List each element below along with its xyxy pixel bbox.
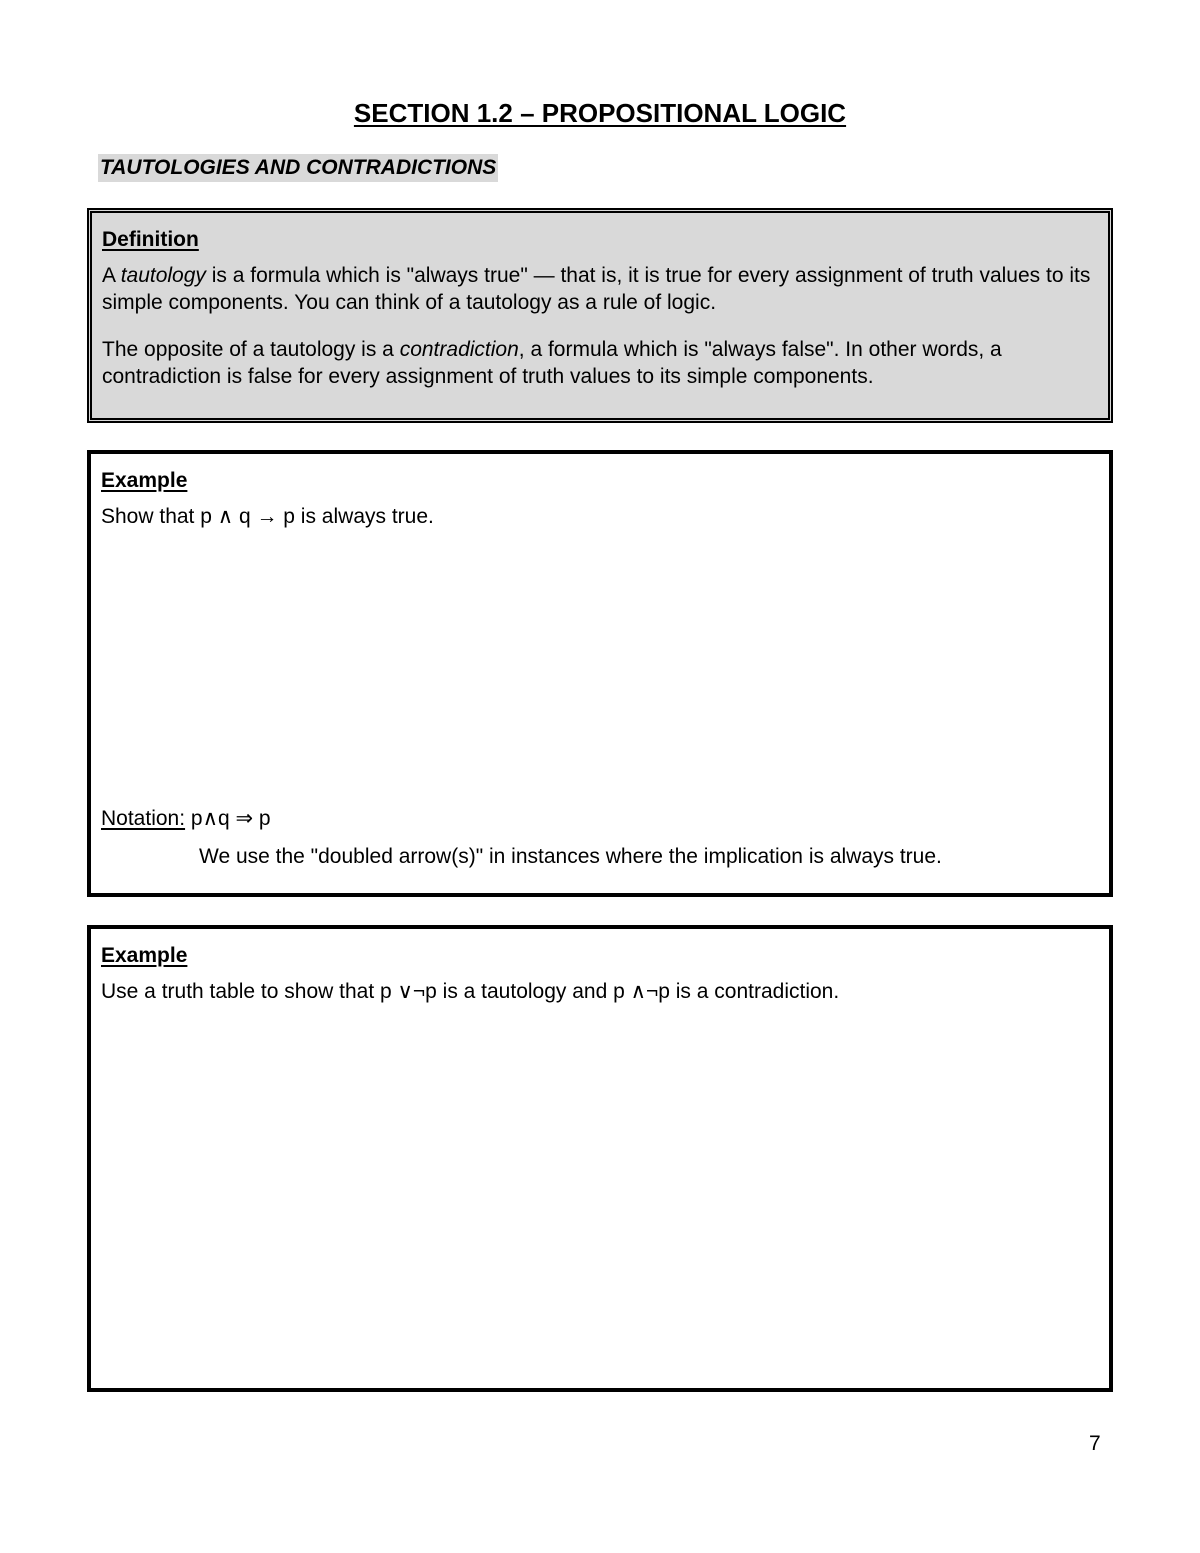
notation-expression: p∧q ⇒ p xyxy=(185,807,271,830)
definition-text: A xyxy=(102,264,121,287)
example-2-prompt: Use a truth table to show that p ∨¬p is a tautology and p ∧¬p is a contradiction. xyxy=(101,980,840,1003)
definition-paragraph-tautology xyxy=(102,263,1098,316)
definition-text: The opposite of a tautology is a xyxy=(102,338,400,361)
example-box-1 xyxy=(87,450,1113,897)
example-box-2 xyxy=(87,925,1113,1392)
definition-text: , a formula which is "always false". In other words, a contradiction is false for every assignment of truth values to its simple components. xyxy=(102,338,1002,388)
definition-heading: Definition xyxy=(102,228,199,251)
example-1-heading: Example xyxy=(101,469,188,492)
notation-note: We use the "doubled arrow(s)" in instances where the implication is always true. xyxy=(199,845,942,868)
subsection-heading: TAUTOLOGIES AND CONTRADICTIONS xyxy=(98,154,498,182)
notation-line xyxy=(101,806,1091,832)
example-1-prompt: Show that p ∧ q → p is always true. xyxy=(101,505,434,528)
definition-text: is a formula which is "always true" — that is, it is true for every assignment of truth values to its simple components. You can think of a tautology as a rule of logic. xyxy=(102,264,1091,314)
definition-paragraph-contradiction xyxy=(102,337,1098,390)
term-tautology: tautology xyxy=(120,264,206,287)
page-number: 7 xyxy=(1089,1432,1101,1455)
notation-block xyxy=(101,806,1091,870)
page-title: SECTION 1.2 – PROPOSITIONAL LOGIC xyxy=(353,98,847,128)
example-2-heading: Example xyxy=(101,944,188,967)
notation-label: Notation: xyxy=(101,807,186,830)
definition-box xyxy=(87,208,1113,423)
term-contradiction: contradiction xyxy=(399,338,519,361)
